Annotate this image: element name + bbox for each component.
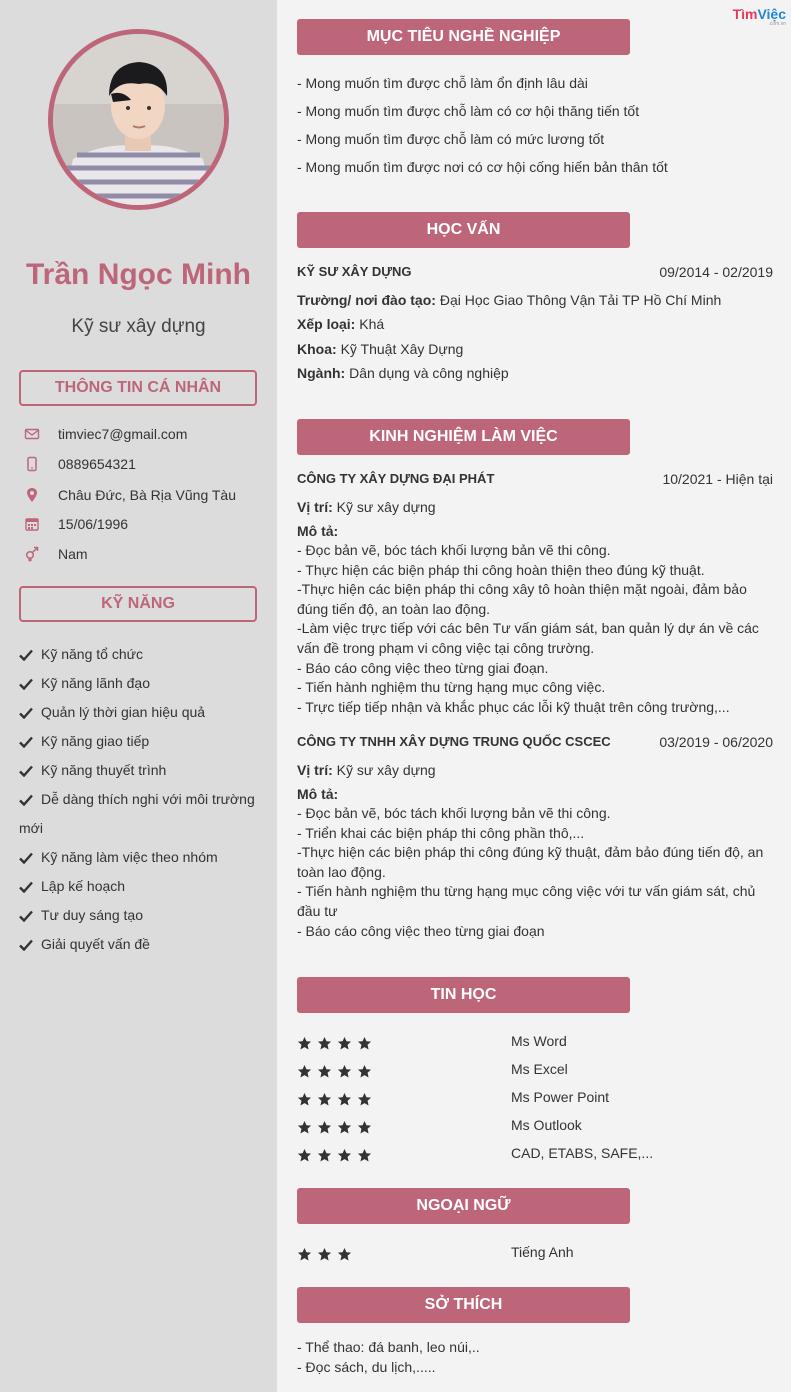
objective-line: - Mong muốn tìm được nơi có cơ hội cống hiến bản thân tốt (297, 159, 668, 175)
star-icon (317, 1036, 332, 1051)
contact-address-text: Châu Đức, Bà Rịa Vũng Tàu (58, 487, 236, 503)
skills-heading: KỸ NĂNG (19, 586, 257, 622)
objective-line: - Mong muốn tìm được chỗ làm có mức lương tốt (297, 131, 605, 147)
star-rating (297, 1092, 372, 1107)
check-icon (19, 785, 35, 814)
phone-icon (24, 456, 40, 472)
education-major: Ngành: Dân dụng và công nghiệp (297, 365, 509, 381)
star-icon (297, 1148, 312, 1163)
contact-phone[interactable] (24, 454, 136, 474)
rating-label: Ms Outlook (511, 1117, 582, 1133)
star-icon (317, 1247, 332, 1262)
skill-item: Kỹ năng lãnh đạo (19, 669, 259, 698)
star-rating (297, 1064, 372, 1079)
contact-email[interactable] (24, 424, 187, 444)
hobbies-heading: SỞ THÍCH (297, 1287, 630, 1323)
education-faculty: Khoa: Kỹ Thuật Xây Dựng (297, 341, 464, 357)
skill-item: Kỹ năng làm việc theo nhóm (19, 843, 259, 872)
star-rating (297, 1247, 352, 1262)
contact-gender (24, 544, 88, 564)
star-icon (337, 1148, 352, 1163)
star-icon (317, 1148, 332, 1163)
rating-label: Ms Excel (511, 1061, 568, 1077)
check-icon (19, 640, 35, 669)
job-company: CÔNG TY TNHH XÂY DỰNG TRUNG QUỐC CSCEC (297, 734, 611, 749)
objective-line: - Mong muốn tìm được chỗ làm có cơ hội thăng tiến tốt (297, 103, 640, 119)
main-content (277, 0, 791, 1392)
brand-logo[interactable]: TìmViệc .com.vn (732, 6, 786, 27)
job-company: CÔNG TY XÂY DỰNG ĐẠI PHÁT (297, 471, 495, 486)
check-icon (19, 698, 35, 727)
star-icon (357, 1120, 372, 1135)
star-icon (337, 1064, 352, 1079)
job-desc-label: Mô tả: (297, 523, 339, 539)
experience-heading: KINH NGHIỆM LÀM VIỆC (297, 419, 630, 455)
skill-item: Kỹ năng tổ chức (19, 640, 259, 669)
job-period: 03/2019 - 06/2020 (659, 734, 773, 750)
star-icon (337, 1120, 352, 1135)
skill-item: Tư duy sáng tạo (19, 901, 259, 930)
star-icon (297, 1064, 312, 1079)
star-icon (337, 1247, 352, 1262)
skill-item: Giải quyết vấn đề (19, 930, 259, 959)
contact-email-text: timviec7@gmail.com (58, 426, 188, 442)
education-period: 09/2014 - 02/2019 (659, 264, 773, 280)
star-rating (297, 1120, 372, 1135)
education-school: Trường/ nơi đào tạo: Đại Học Giao Thông Vận Tải TP Hồ Chí Minh (297, 292, 722, 308)
skill-item: Lập kế hoạch (19, 872, 259, 901)
star-rating (297, 1148, 372, 1163)
skill-item: Dễ dàng thích nghi với môi trường (19, 785, 259, 814)
contact-birthday-text: 15/06/1996 (58, 516, 129, 532)
star-icon (297, 1120, 312, 1135)
star-icon (317, 1092, 332, 1107)
check-icon (19, 727, 35, 756)
rating-label: Ms Word (511, 1033, 567, 1049)
skill-item-continued: mới (19, 820, 43, 836)
objective-heading: MỤC TIÊU NGHỀ NGHIỆP (297, 19, 630, 55)
star-icon (297, 1092, 312, 1107)
calendar-icon (24, 516, 40, 532)
profile-photo (53, 34, 224, 205)
contact-phone-text: 0889654321 (58, 456, 136, 472)
education-degree: KỸ SƯ XÂY DỰNG (297, 264, 412, 279)
star-icon (297, 1247, 312, 1262)
job-position: Vị trí: Kỹ sư xây dựng (297, 762, 436, 778)
hobby-line: - Đọc sách, du lịch,..... (297, 1359, 436, 1375)
skill-item: Kỹ năng giao tiếp (19, 727, 259, 756)
job-description: - Đọc bản vẽ, bóc tách khối lượng bản vẽ thi công. - Triển khai các biện pháp thi công phần thô,... -Thực hiện các biện pháp thi công đúng kỹ thuật, đảm bảo đúng tiến độ, an toàn lao động. - Tiến hành nghiệm thu từng hạng mục công việc với tư vấn giám sát, chủ đầu tư - Báo cáo công việc theo từng giai đoạn (297, 805, 764, 939)
job-desc-label: Mô tả: (297, 786, 339, 802)
star-icon (317, 1064, 332, 1079)
check-icon (19, 756, 35, 785)
skill-item: Kỹ năng thuyết trình (19, 756, 259, 785)
profile-name: Trần Ngọc Minh (26, 258, 251, 291)
skills-list (19, 640, 259, 959)
star-rating (297, 1036, 372, 1051)
objective-line: - Mong muốn tìm được chỗ làm ổn định lâu dài (297, 75, 588, 91)
mail-icon (24, 426, 40, 442)
languages-heading: NGOẠI NGỮ (297, 1188, 630, 1224)
check-icon (19, 901, 35, 930)
rating-label: Tiếng Anh (511, 1244, 574, 1260)
star-icon (317, 1120, 332, 1135)
it-heading: TIN HỌC (297, 977, 630, 1013)
job-period: 10/2021 - Hiện tại (662, 471, 773, 487)
star-icon (297, 1036, 312, 1051)
star-icon (357, 1092, 372, 1107)
rating-label: Ms Power Point (511, 1089, 610, 1105)
contact-address (24, 485, 236, 505)
avatar (48, 29, 229, 210)
rating-label: CAD, ETABS, SAFE,... (511, 1145, 654, 1161)
job-description: - Đọc bản vẽ, bóc tách khối lượng bản vẽ thi công. - Thực hiện các biện pháp thi công hoàn thiện theo đúng kỹ thuật. -Thực hiện các biện pháp thi công xây tô hoàn thiện mặt ngoài, đảm bảo đúng tiến độ, an toàn lao động. -Làm việc trực tiếp với các bên Tư vấn giám sát, ban quản lý dự án về các vấn đề trong phạm vi công việc tại công trường. - Báo cáo công việc theo từng giai đoạn. - Tiến hành nghiệm thu từng hạng mục công việc. - Trực tiếp tiếp nhận và khắc phục các lỗi kỹ thuật trên công trường,... (297, 542, 759, 715)
check-icon (19, 872, 35, 901)
contact-gender-text: Nam (58, 546, 88, 562)
star-icon (357, 1036, 372, 1051)
sidebar (0, 0, 277, 1392)
education-heading: HỌC VẤN (297, 212, 630, 248)
location-icon (24, 487, 40, 503)
star-icon (357, 1148, 372, 1163)
check-icon (19, 843, 35, 872)
skill-item: Quản lý thời gian hiệu quả (19, 698, 259, 727)
job-position: Vị trí: Kỹ sư xây dựng (297, 499, 436, 515)
check-icon (19, 669, 35, 698)
gender-icon (24, 546, 40, 562)
contact-birthday (24, 514, 128, 534)
check-icon (19, 930, 35, 959)
star-icon (337, 1036, 352, 1051)
education-grade: Xếp loại: Khá (297, 316, 385, 332)
hobby-line: - Thể thao: đá banh, leo núi,.. (297, 1339, 480, 1355)
personal-info-heading: THÔNG TIN CÁ NHÂN (19, 370, 257, 406)
star-icon (337, 1092, 352, 1107)
profile-job-title: Kỹ sư xây dựng (71, 316, 206, 337)
star-icon (357, 1064, 372, 1079)
